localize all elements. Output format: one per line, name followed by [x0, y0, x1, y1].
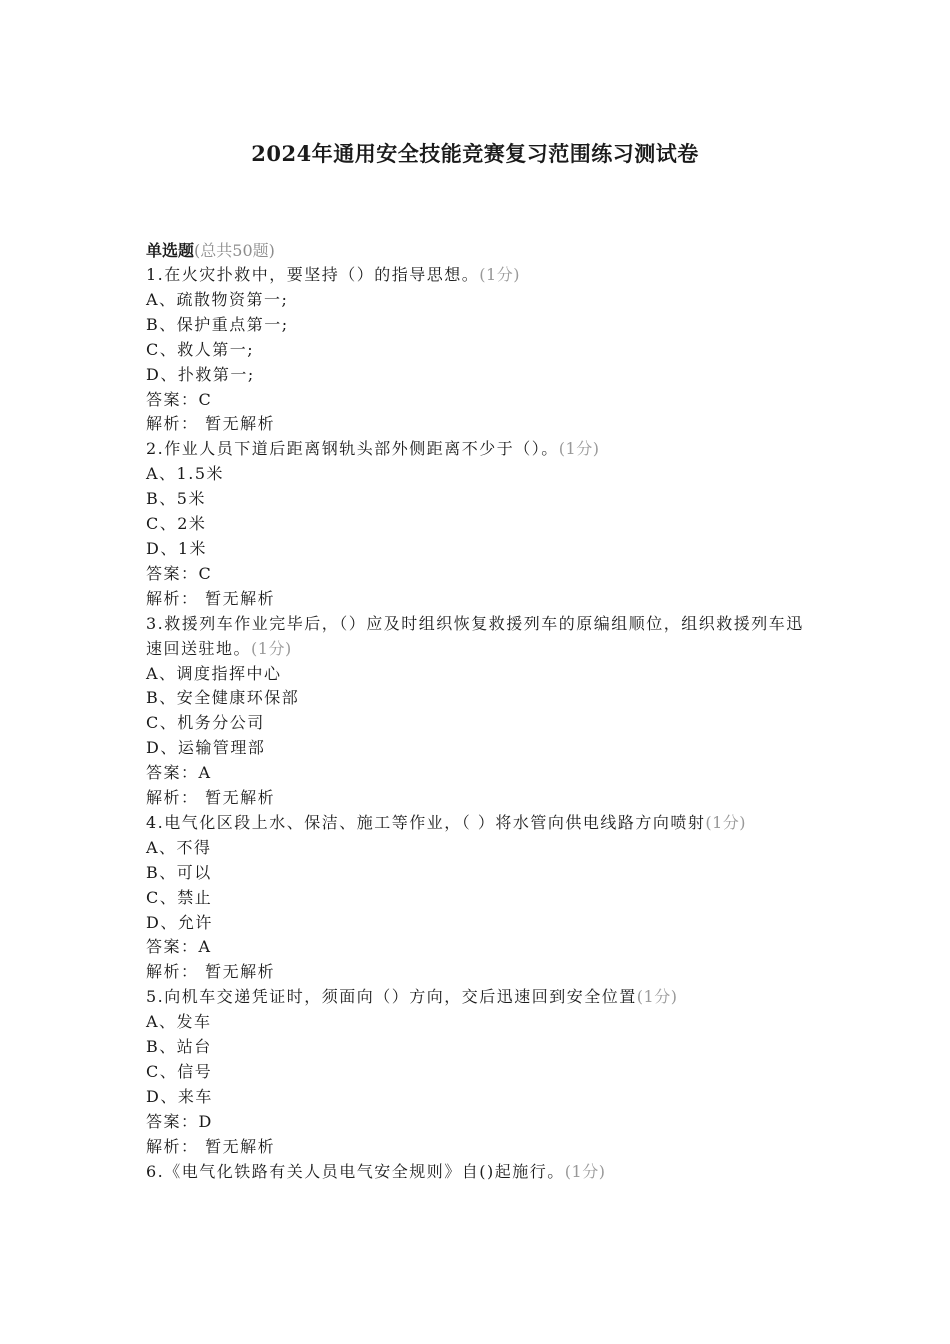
option-a: A、调度指挥中心 — [146, 663, 282, 683]
option-a: A、发车 — [146, 1012, 212, 1032]
option-b: B、可以 — [146, 862, 212, 882]
analysis: 解析： 暂无解析 — [146, 1136, 276, 1156]
analysis: 解析： 暂无解析 — [146, 962, 276, 982]
question-2 — [146, 437, 806, 611]
question-stem: 1.在火灾扑救中，要坚持（）的指导思想。(1分) — [146, 265, 520, 284]
analysis: 解析： 暂无解析 — [146, 414, 276, 434]
option-b: B、5米 — [146, 489, 206, 509]
question-6 — [146, 1160, 806, 1185]
question-score: (1分) — [479, 265, 520, 284]
option-c: C、机务分公司 — [146, 713, 265, 733]
question-4 — [146, 811, 806, 985]
option-c: C、救人第一; — [146, 339, 255, 359]
question-score: (1分) — [558, 439, 600, 459]
analysis: 解析： 暂无解析 — [146, 788, 276, 808]
answer: 答案：A — [146, 937, 212, 957]
answer: 答案：D — [146, 1111, 213, 1131]
answer: 答案：C — [146, 563, 213, 583]
page-title: 2024年通用安全技能竞赛复习范围练习测试卷 — [251, 141, 699, 166]
question-stem: 5.向机车交递凭证时，须面向（）方向，交后迅速回到安全位置(1分) — [146, 987, 678, 1007]
option-a: A、疏散物资第一; — [146, 289, 289, 309]
option-d: D、允许 — [146, 912, 213, 932]
option-d: D、运输管理部 — [146, 738, 266, 758]
question-score: (1分) — [636, 987, 678, 1007]
question-stem: 2.作业人员下道后距离钢轨头部外侧距离不少于（）。(1分) — [146, 439, 600, 459]
question-stem: 4.电气化区段上水、保洁、施工等作业，（ ）将水管向供电线路方向喷射(1分) — [146, 812, 747, 832]
section-label: 单选题 — [146, 241, 195, 260]
option-d: D、1米 — [146, 538, 208, 558]
question-3 — [146, 612, 806, 811]
question-list — [146, 238, 806, 1185]
question-score: (1分) — [564, 1161, 606, 1181]
question-score: (1分) — [251, 638, 292, 658]
option-a: A、不得 — [146, 837, 212, 857]
question-stem: 3.救援列车作业完毕后，（）应及时组织恢复救援列车的原编组顺位，组织救援列车迅速回送驻地。(1分) — [146, 613, 804, 658]
question-stem: 6.《电气化铁路有关人员电气安全规则》自()起施行。(1分) — [146, 1161, 606, 1181]
option-b: B、保护重点第一; — [146, 314, 289, 334]
option-c: C、信号 — [146, 1062, 213, 1081]
option-a: A、1.5米 — [146, 464, 225, 484]
option-c: C、2米 — [146, 514, 207, 534]
option-b: B、安全健康环保部 — [146, 688, 300, 708]
analysis: 解析： 暂无解析 — [146, 588, 276, 608]
option-d: D、扑救第一; — [146, 364, 255, 384]
answer: 答案：A — [146, 763, 212, 783]
option-c: C、禁止 — [146, 887, 213, 907]
question-1 — [146, 263, 806, 437]
option-b: B、站台 — [146, 1037, 212, 1057]
section-header — [146, 238, 806, 263]
section-count: (总共50题) — [194, 241, 275, 260]
question-5 — [146, 985, 806, 1159]
answer: 答案：C — [146, 389, 213, 409]
option-d: D、来车 — [146, 1086, 213, 1106]
question-score: (1分) — [705, 812, 747, 832]
